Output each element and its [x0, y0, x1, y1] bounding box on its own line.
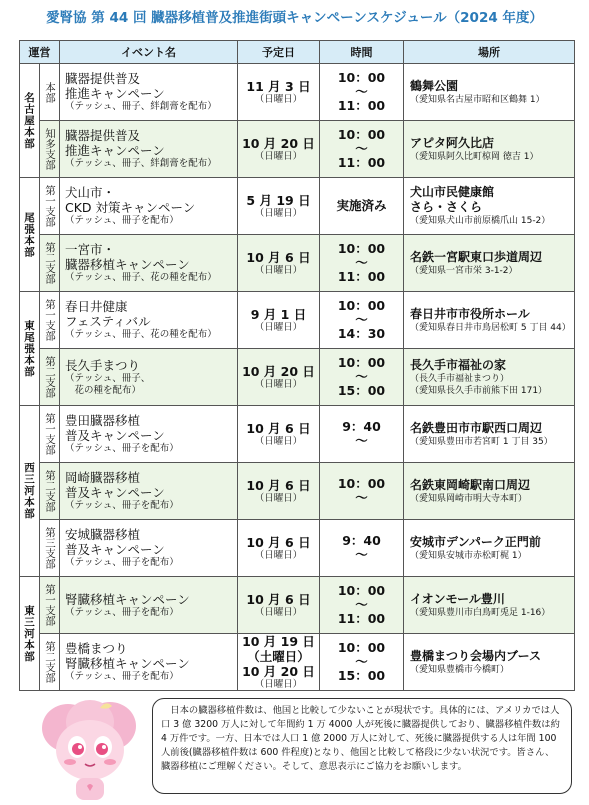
- header-date: 予定日: [238, 41, 320, 64]
- group-label: 東三河本部: [20, 577, 40, 691]
- event-detail: （テッシュ、冊子を配布）: [65, 500, 179, 511]
- place-name: アピタ阿久比店: [410, 135, 495, 150]
- event-weekday: （日曜日）: [254, 151, 303, 162]
- branch-label: 第二支部: [40, 349, 60, 406]
- event-date: 10 月 6 日: [246, 592, 311, 607]
- place-name: 名鉄東岡崎駅南口周辺: [410, 477, 531, 492]
- date-cell: [238, 64, 320, 121]
- place-name: イオンモール豊川: [410, 591, 505, 606]
- branch-label: 第一支部: [40, 577, 60, 634]
- date-cell: [238, 292, 320, 349]
- place-address: （愛知県豊川市白鳥町兎足 1-16）: [410, 607, 551, 618]
- branch-label: 第二支部: [40, 634, 60, 691]
- event-weekday: （日曜日）: [254, 265, 303, 276]
- event-name: 臓器提供普及 推進キャンペーン: [65, 71, 165, 101]
- event-time: 10：00 ～ 11：00: [320, 235, 404, 292]
- event-date: 9 月 1 日: [250, 307, 307, 322]
- place-address: （愛知県名古屋市昭和区鶴舞 1）: [410, 94, 545, 105]
- event-weekday: （日曜日）: [254, 379, 303, 390]
- event-time: 9：40 ～: [320, 520, 404, 577]
- place-address: （愛知県犬山市前原橋爪山 15-2）: [410, 216, 551, 226]
- table-row: [20, 178, 575, 235]
- branch-label: 第一支部: [40, 292, 60, 349]
- place-address: （愛知県岡崎市明大寺本町）: [410, 493, 528, 504]
- date-cell: [238, 406, 320, 463]
- event-detail: （テッシュ、冊子、 花の種を配布）: [65, 372, 151, 396]
- event-date: 10 月 6 日: [246, 535, 311, 550]
- date-cell: [238, 577, 320, 634]
- place-cell: [404, 406, 575, 463]
- place-address: （愛知県阿久比町椋岡 徳吉 1）: [410, 151, 539, 162]
- group-label: 名古屋本部: [20, 64, 40, 178]
- event-time: 10：00 ～ 11：00: [320, 64, 404, 121]
- place-cell: [404, 64, 575, 121]
- branch-label: 第一支部: [40, 406, 60, 463]
- date-cell: [238, 121, 320, 178]
- place-name: 豊橋まつり会場内ブース: [410, 648, 542, 663]
- place-cell: [404, 292, 575, 349]
- branch-label: 第二支部: [40, 463, 60, 520]
- event-time: 10：00 ～ 11：00: [320, 577, 404, 634]
- branch-label: 本部: [40, 64, 60, 121]
- event-name: 春日井健康 フェスティバル: [65, 299, 151, 329]
- page-title: 愛腎協 第 44 回 臓器移植普及推進街頭キャンペーンスケジュール（2024 年度）: [46, 10, 543, 26]
- event-name: 臓器提供普及 推進キャンペーン: [65, 128, 165, 158]
- table-row: [20, 634, 575, 691]
- place-address: （愛知県豊橋市今橋町）: [410, 664, 510, 675]
- event-detail: （テッシュ、冊子を配布）: [65, 443, 179, 454]
- place-cell: [404, 349, 575, 406]
- place-name: 鶴舞公園: [410, 78, 459, 93]
- event-time: 10：00 ～ 14：30: [320, 292, 404, 349]
- table-row: [20, 520, 575, 577]
- event-weekday: （日曜日）: [254, 436, 303, 447]
- event-name: 豊田臓器移植 普及キャンペーン: [65, 413, 165, 443]
- group-label: 東尾張本部: [20, 292, 40, 406]
- place-name: 春日井市市役所ホール: [410, 306, 530, 321]
- branch-label: 第一支部: [40, 178, 60, 235]
- place-address: （愛知県春日井市鳥居松町 5 丁目 44）: [410, 322, 571, 333]
- event-cell: [60, 178, 238, 235]
- table-row: [20, 406, 575, 463]
- place-cell: [404, 463, 575, 520]
- event-weekday: （日曜日）: [254, 607, 303, 618]
- event-cell: [60, 64, 238, 121]
- event-detail: （テッシュ、冊子、絆創膏を配布）: [65, 101, 217, 112]
- event-date: 5 月 19 日: [246, 193, 311, 208]
- place-cell: [404, 634, 575, 691]
- event-time: 10：00 ～ 15：00: [320, 349, 404, 406]
- table-row: [20, 577, 575, 634]
- event-date: 10 月 6 日: [246, 250, 311, 265]
- event-date: 10 月 6 日: [246, 478, 311, 493]
- branch-label: 第三支部: [40, 520, 60, 577]
- event-time: 10：00 ～ 11：00: [320, 121, 404, 178]
- event-detail: （テッシュ、冊子を配布）: [65, 215, 179, 226]
- header-event: イベント名: [60, 41, 238, 64]
- place-address: （愛知県安城市赤松町梶 1）: [410, 550, 527, 561]
- date-cell: [238, 178, 320, 235]
- date-cell: [238, 349, 320, 406]
- event-detail: （テッシュ、冊子を配布）: [65, 606, 179, 618]
- header-place: 場所: [404, 41, 575, 64]
- schedule-table: [19, 40, 575, 691]
- group-label: 西三河本部: [20, 406, 40, 577]
- event-detail: （テッシュ、冊子、花の種を配布）: [65, 272, 217, 283]
- event-weekday: （日曜日）: [254, 679, 303, 690]
- event-weekday: （日曜日）: [254, 208, 303, 219]
- event-date: 11 月 3 日: [246, 79, 311, 94]
- place-cell: [404, 235, 575, 292]
- place-cell: [404, 577, 575, 634]
- date-cell: [238, 463, 320, 520]
- place-name: 長久手市福祉の家: [410, 357, 507, 372]
- event-cell: [60, 577, 238, 634]
- event-detail: （テッシュ、冊子を配布）: [65, 671, 179, 682]
- place-address: （愛知県豊田市若宮町 1 丁目 35）: [410, 436, 553, 447]
- event-time: 9：40 ～: [320, 406, 404, 463]
- branch-label: 第二支部: [40, 235, 60, 292]
- table-row: [20, 121, 575, 178]
- event-weekday: （日曜日）: [254, 322, 303, 333]
- place-name: 名鉄一宮駅東口歩道周辺: [410, 249, 543, 264]
- event-name: 一宮市・ 臓器移植キャンペーン: [65, 242, 190, 272]
- event-date: 10 月 20 日: [242, 364, 315, 379]
- place-cell: [404, 520, 575, 577]
- group-label: 尾張本部: [20, 178, 40, 292]
- event-cell: [60, 463, 238, 520]
- header-time: 時間: [320, 41, 404, 64]
- event-name: 長久手まつり: [65, 357, 141, 373]
- event-name: 犬山市・ CKD 対策キャンペーン: [65, 185, 196, 215]
- event-detail: （テッシュ、冊子、絆創膏を配布）: [65, 158, 217, 169]
- event-cell: [60, 349, 238, 406]
- table-row: [20, 235, 575, 292]
- event-name: 岡崎臓器移植 普及キャンペーン: [65, 470, 165, 500]
- event-name: 腎臓移植キャンペーン: [65, 591, 190, 607]
- event-time: 実施済み: [320, 178, 404, 235]
- place-name: 犬山市民健康館 さら・さくら: [410, 185, 495, 214]
- event-detail: （テッシュ、冊子、花の種を配布）: [65, 329, 217, 340]
- event-cell: [60, 235, 238, 292]
- event-time: 10：00 ～: [320, 463, 404, 520]
- event-cell: [60, 121, 238, 178]
- place-address: （長久手市福祉まつり） （愛知県長久手市前熊下田 171）: [410, 373, 548, 396]
- event-date: 10 月 6 日: [246, 421, 311, 436]
- date-cell: [238, 520, 320, 577]
- place-cell: [404, 178, 575, 235]
- table-row: [20, 349, 575, 406]
- event-weekday: （日曜日）: [254, 550, 303, 561]
- place-name: 名鉄豊田市市駅西口周辺: [410, 420, 543, 435]
- table-row: [20, 64, 575, 121]
- event-name: 豊橋まつり 腎臓移植キャンペーン: [65, 641, 190, 671]
- event-cell: [60, 292, 238, 349]
- branch-label: 知多支部: [40, 121, 60, 178]
- event-detail: （テッシュ、冊子を配布）: [65, 557, 179, 568]
- event-cell: [60, 634, 238, 691]
- event-cell: [60, 406, 238, 463]
- info-note: 日本の臓器移植件数は、他国と比較して少ないことが現状です。具体的には、アメリカでは人口 3 億 3200 万人に対して年間約 1 万 4000 人が死後に臓器提供しており、臓器移植件数は約 4 万件です。一方、日本では人口 1 億 2000 万人に対して、死後に臓器提供する人は年間 100 人前後(臓器移植件数は 600 件程度)となり、他国と比較して格段に少ない状況です。皆さん、臓器移植にご理解ください。そして、意思表示にご協力をお願いします。: [152, 698, 572, 794]
- event-date: 10 月 19 日 （土曜日） 10 月 20 日: [242, 634, 315, 679]
- event-name: 安城臓器移植 普及キャンペーン: [65, 527, 165, 557]
- date-cell: [238, 235, 320, 292]
- table-row: [20, 463, 575, 520]
- mascot-icon: [30, 694, 150, 802]
- event-cell: [60, 520, 238, 577]
- event-time: 10：00 ～ 15：00: [320, 634, 404, 691]
- date-cell: [238, 634, 320, 691]
- place-name: 安城市デンパーク正門前: [410, 534, 541, 549]
- table-row: [20, 292, 575, 349]
- event-weekday: （日曜日）: [254, 94, 303, 105]
- place-cell: [404, 121, 575, 178]
- place-address: （愛知県一宮市栄 3-1-2）: [410, 265, 518, 276]
- event-date: 10 月 20 日: [242, 136, 315, 151]
- event-weekday: （日曜日）: [254, 493, 303, 504]
- header-unei: 運営: [20, 41, 60, 64]
